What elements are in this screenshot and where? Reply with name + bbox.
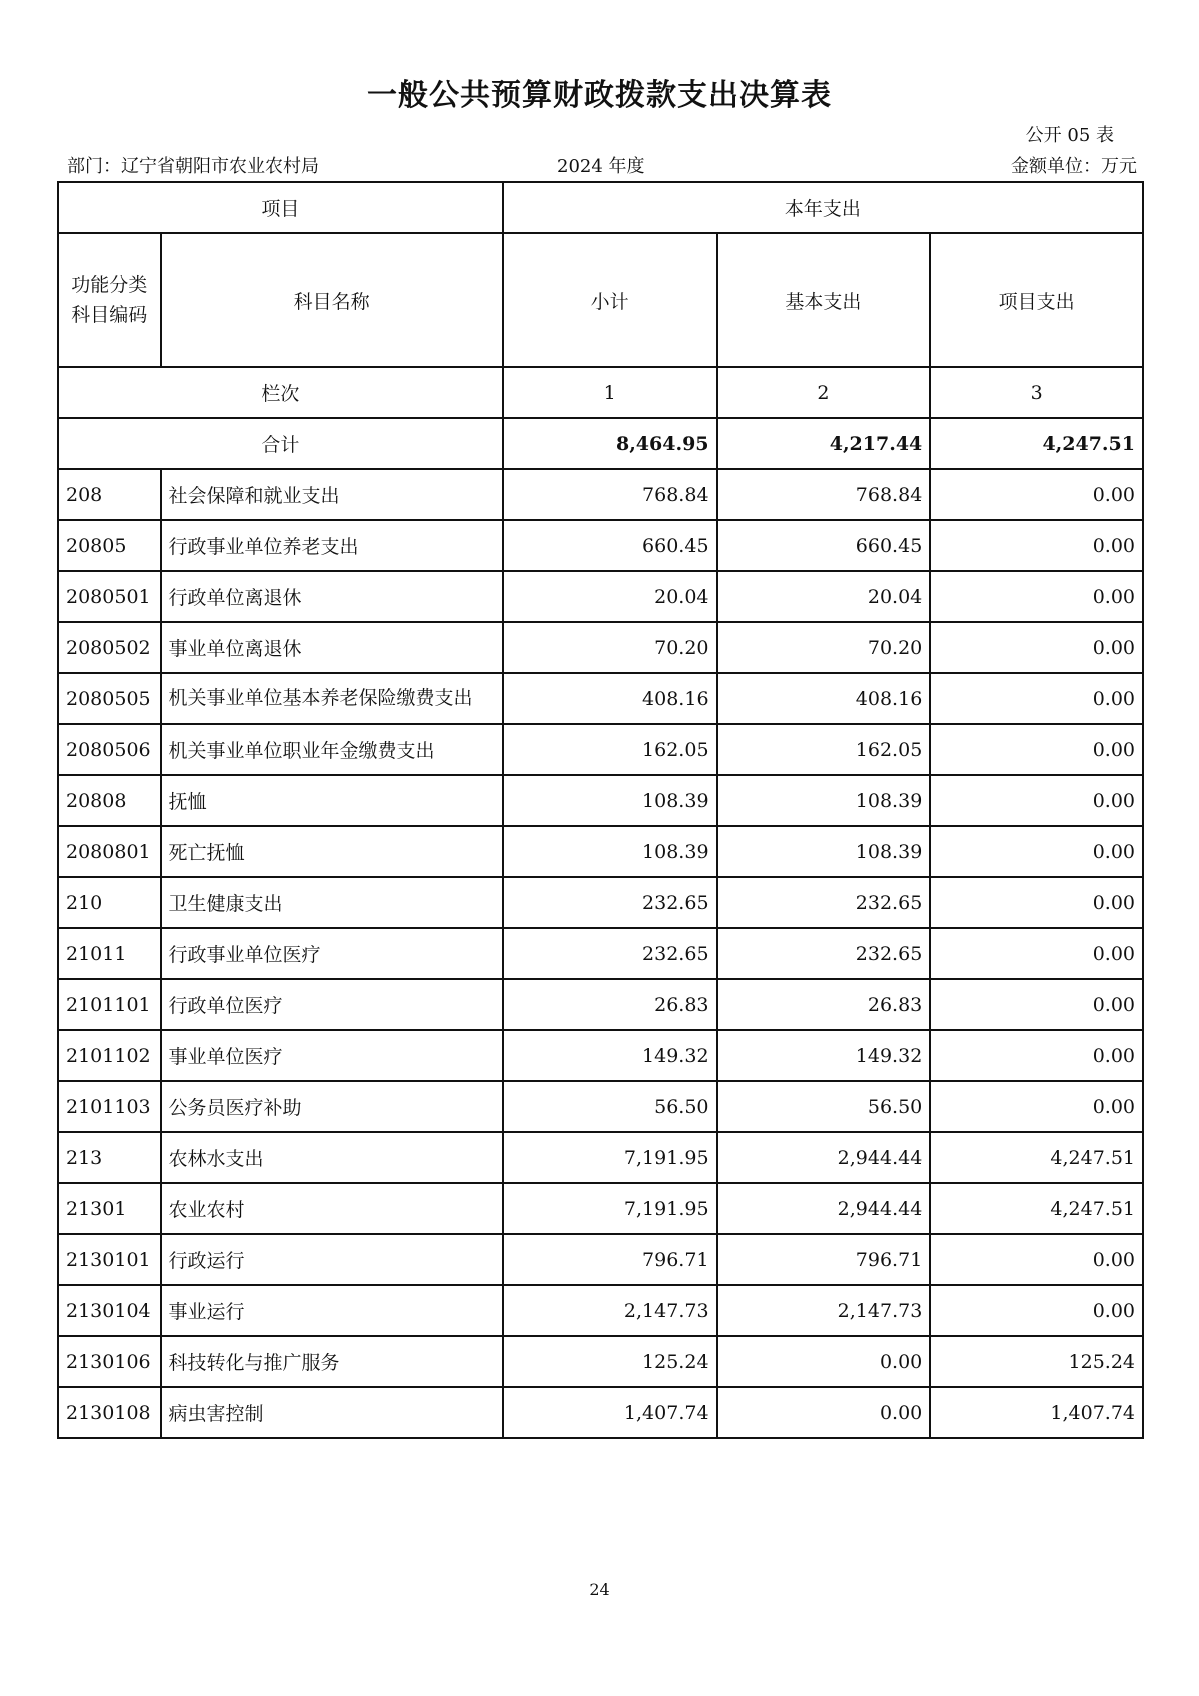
row-project: 0.00	[930, 1234, 1143, 1285]
row-project: 0.00	[930, 979, 1143, 1030]
form-number: 公开 05 表	[1025, 125, 1114, 146]
row-basic: 108.39	[717, 775, 931, 826]
expenditure-table	[57, 181, 1144, 1439]
row-name: 抚恤	[161, 775, 503, 826]
row-code: 2101103	[58, 1081, 161, 1132]
table-row	[58, 469, 1143, 520]
row-name: 行政事业单位养老支出	[161, 520, 503, 571]
row-code: 21011	[58, 928, 161, 979]
total-label: 合计	[58, 418, 503, 469]
row-code: 2080501	[58, 571, 161, 622]
row-name: 社会保障和就业支出	[161, 469, 503, 520]
row-name: 科技转化与推广服务	[161, 1336, 503, 1387]
row-code: 2130104	[58, 1285, 161, 1336]
table-row	[58, 571, 1143, 622]
row-project: 125.24	[930, 1336, 1143, 1387]
row-code: 21301	[58, 1183, 161, 1234]
row-project: 0.00	[930, 1285, 1143, 1336]
row-project: 0.00	[930, 622, 1143, 673]
row-basic: 232.65	[717, 928, 931, 979]
header-col-1: 1	[503, 367, 717, 418]
row-subtotal: 149.32	[503, 1030, 717, 1081]
row-project: 0.00	[930, 826, 1143, 877]
table-row	[58, 1081, 1143, 1132]
row-code: 2130101	[58, 1234, 161, 1285]
amount-unit: 金额单位：万元	[1011, 156, 1137, 177]
row-basic: 2,147.73	[717, 1285, 931, 1336]
row-code: 2101101	[58, 979, 161, 1030]
table-row	[58, 877, 1143, 928]
row-subtotal: 7,191.95	[503, 1132, 717, 1183]
row-project: 0.00	[930, 877, 1143, 928]
row-subtotal: 2,147.73	[503, 1285, 717, 1336]
row-subtotal: 232.65	[503, 928, 717, 979]
row-basic: 768.84	[717, 469, 931, 520]
row-name: 卫生健康支出	[161, 877, 503, 928]
row-subtotal: 7,191.95	[503, 1183, 717, 1234]
row-name: 事业单位离退休	[161, 622, 503, 673]
header-current-year: 本年支出	[503, 182, 1143, 233]
row-subtotal: 162.05	[503, 724, 717, 775]
table-row	[58, 1030, 1143, 1081]
row-project: 0.00	[930, 1081, 1143, 1132]
row-basic: 70.20	[717, 622, 931, 673]
row-basic: 162.05	[717, 724, 931, 775]
table-row	[58, 1132, 1143, 1183]
row-basic: 108.39	[717, 826, 931, 877]
header-item: 项目	[58, 182, 503, 233]
table-row	[58, 979, 1143, 1030]
table-row	[58, 1387, 1143, 1438]
department-label: 部门：辽宁省朝阳市农业农村局	[67, 156, 319, 177]
table-row	[58, 1234, 1143, 1285]
row-project: 0.00	[930, 469, 1143, 520]
fiscal-year: 2024 年度	[557, 156, 645, 177]
row-subtotal: 26.83	[503, 979, 717, 1030]
row-subtotal: 768.84	[503, 469, 717, 520]
row-code: 2130108	[58, 1387, 161, 1438]
row-basic: 20.04	[717, 571, 931, 622]
table-row	[58, 1336, 1143, 1387]
row-code: 20808	[58, 775, 161, 826]
page-number: 24	[589, 1580, 610, 1599]
table-row	[58, 928, 1143, 979]
row-code: 2130106	[58, 1336, 161, 1387]
row-code: 2080502	[58, 622, 161, 673]
row-name: 机关事业单位基本养老保险缴费支出	[161, 673, 503, 724]
header-name: 科目名称	[161, 233, 503, 367]
table-row	[58, 622, 1143, 673]
row-project: 1,407.74	[930, 1387, 1143, 1438]
row-name: 病虫害控制	[161, 1387, 503, 1438]
row-code: 213	[58, 1132, 161, 1183]
row-basic: 2,944.44	[717, 1132, 931, 1183]
header-column-label: 栏次	[58, 367, 503, 418]
row-project: 4,247.51	[930, 1132, 1143, 1183]
row-basic: 0.00	[717, 1336, 931, 1387]
total-project: 4,247.51	[930, 418, 1143, 469]
row-name: 农业农村	[161, 1183, 503, 1234]
header-col-2: 2	[717, 367, 931, 418]
header-basic: 基本支出	[717, 233, 931, 367]
row-project: 0.00	[930, 520, 1143, 571]
row-name: 行政运行	[161, 1234, 503, 1285]
table-row	[58, 1183, 1143, 1234]
row-basic: 408.16	[717, 673, 931, 724]
row-basic: 660.45	[717, 520, 931, 571]
row-code: 2080801	[58, 826, 161, 877]
row-basic: 149.32	[717, 1030, 931, 1081]
row-subtotal: 408.16	[503, 673, 717, 724]
row-name: 农林水支出	[161, 1132, 503, 1183]
row-project: 0.00	[930, 673, 1143, 724]
row-subtotal: 108.39	[503, 775, 717, 826]
table-row	[58, 775, 1143, 826]
row-name: 行政单位医疗	[161, 979, 503, 1030]
row-subtotal: 1,407.74	[503, 1387, 717, 1438]
table-row	[58, 826, 1143, 877]
row-subtotal: 660.45	[503, 520, 717, 571]
row-name: 行政事业单位医疗	[161, 928, 503, 979]
table-row	[58, 520, 1143, 571]
total-subtotal: 8,464.95	[503, 418, 717, 469]
header-col-3: 3	[930, 367, 1143, 418]
row-basic: 26.83	[717, 979, 931, 1030]
table-row	[58, 673, 1143, 724]
row-name: 行政单位离退休	[161, 571, 503, 622]
row-basic: 0.00	[717, 1387, 931, 1438]
page-title: 一般公共预算财政拨款支出决算表	[367, 78, 832, 113]
table-row	[58, 1285, 1143, 1336]
row-subtotal: 125.24	[503, 1336, 717, 1387]
table-row	[58, 724, 1143, 775]
row-code: 210	[58, 877, 161, 928]
row-name: 事业运行	[161, 1285, 503, 1336]
row-name: 死亡抚恤	[161, 826, 503, 877]
row-name: 公务员医疗补助	[161, 1081, 503, 1132]
row-subtotal: 56.50	[503, 1081, 717, 1132]
row-basic: 796.71	[717, 1234, 931, 1285]
row-name: 事业单位医疗	[161, 1030, 503, 1081]
row-code: 208	[58, 469, 161, 520]
header-code: 功能分类科目编码	[58, 233, 161, 367]
row-basic: 56.50	[717, 1081, 931, 1132]
row-subtotal: 108.39	[503, 826, 717, 877]
row-code: 2080506	[58, 724, 161, 775]
row-project: 0.00	[930, 928, 1143, 979]
total-basic: 4,217.44	[717, 418, 931, 469]
row-subtotal: 20.04	[503, 571, 717, 622]
row-project: 0.00	[930, 724, 1143, 775]
row-project: 0.00	[930, 571, 1143, 622]
row-code: 2080505	[58, 673, 161, 724]
header-subtotal: 小计	[503, 233, 717, 367]
row-subtotal: 232.65	[503, 877, 717, 928]
row-name: 机关事业单位职业年金缴费支出	[161, 724, 503, 775]
row-project: 0.00	[930, 775, 1143, 826]
row-basic: 2,944.44	[717, 1183, 931, 1234]
row-project: 4,247.51	[930, 1183, 1143, 1234]
row-basic: 232.65	[717, 877, 931, 928]
meta-line	[67, 152, 1137, 176]
row-subtotal: 796.71	[503, 1234, 717, 1285]
header-project: 项目支出	[930, 233, 1143, 367]
row-project: 0.00	[930, 1030, 1143, 1081]
row-code: 20805	[58, 520, 161, 571]
row-code: 2101102	[58, 1030, 161, 1081]
row-subtotal: 70.20	[503, 622, 717, 673]
